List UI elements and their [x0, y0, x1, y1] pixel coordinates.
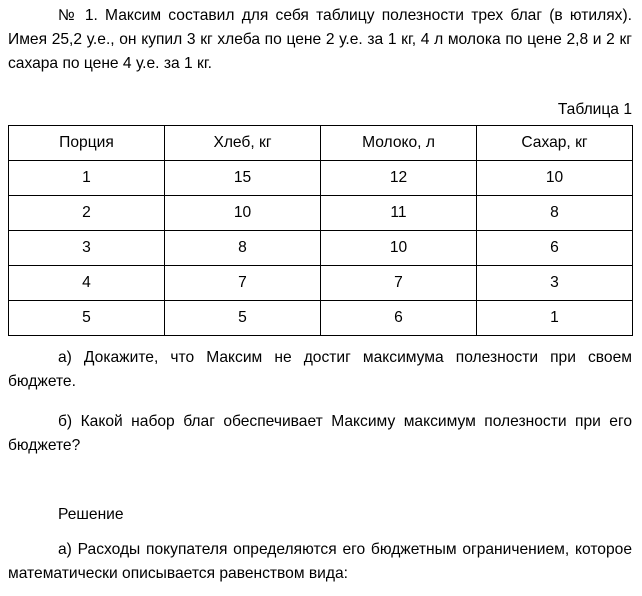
- table-cell: 6: [477, 231, 633, 266]
- table-cell: 7: [321, 266, 477, 301]
- table-cell: 2: [9, 196, 165, 231]
- table-cell: 10: [477, 161, 633, 196]
- table-cell: 8: [165, 231, 321, 266]
- table-cell: 7: [165, 266, 321, 301]
- table-row: [9, 196, 633, 231]
- table-cell: 6: [321, 301, 477, 336]
- table-cell: 12: [321, 161, 477, 196]
- table-caption: Таблица 1: [557, 101, 632, 118]
- table-cell: 3: [9, 231, 165, 266]
- table-row: [9, 301, 633, 336]
- table-cell: 15: [165, 161, 321, 196]
- table-cell: 8: [477, 196, 633, 231]
- table-cell: 1: [477, 301, 633, 336]
- solution-heading: Решение: [58, 506, 124, 523]
- table-row: [9, 266, 633, 301]
- header-sugar: Сахар, кг: [477, 126, 633, 161]
- utility-table: [8, 125, 633, 336]
- table-cell: 11: [321, 196, 477, 231]
- header-portion: Порция: [9, 126, 165, 161]
- table-cell: 5: [9, 301, 165, 336]
- table-row: [9, 161, 633, 196]
- table-row: [9, 231, 633, 266]
- table-cell: 1: [9, 161, 165, 196]
- table-header-row: [9, 126, 633, 161]
- table-cell: 3: [477, 266, 633, 301]
- table-cell: 5: [165, 301, 321, 336]
- table-cell: 10: [165, 196, 321, 231]
- solution-text: а) Расходы покупателя определяются его бюджетным ограничением, которое математически описывается равенством вида:: [8, 541, 632, 582]
- problem-statement: № 1. Максим составил для себя таблицу полезности трех благ (в ютилях). Имея 25,2 у.е., он купил 3 кг хлеба по цене 2 у.е. за 1 кг, 4 л молока по цене 2,8 и 2 кг сахара по цене 4 у.е. за 1 кг.: [8, 7, 632, 72]
- table-cell: 10: [321, 231, 477, 266]
- question-a: а) Докажите, что Максим не достиг максимума полезности при своем бюджете.: [8, 349, 632, 390]
- header-milk: Молоко, л: [321, 126, 477, 161]
- table-cell: 4: [9, 266, 165, 301]
- question-b: б) Какой набор благ обеспечивает Максиму максимум полезности при его бюджете?: [8, 413, 632, 454]
- header-bread: Хлеб, кг: [165, 126, 321, 161]
